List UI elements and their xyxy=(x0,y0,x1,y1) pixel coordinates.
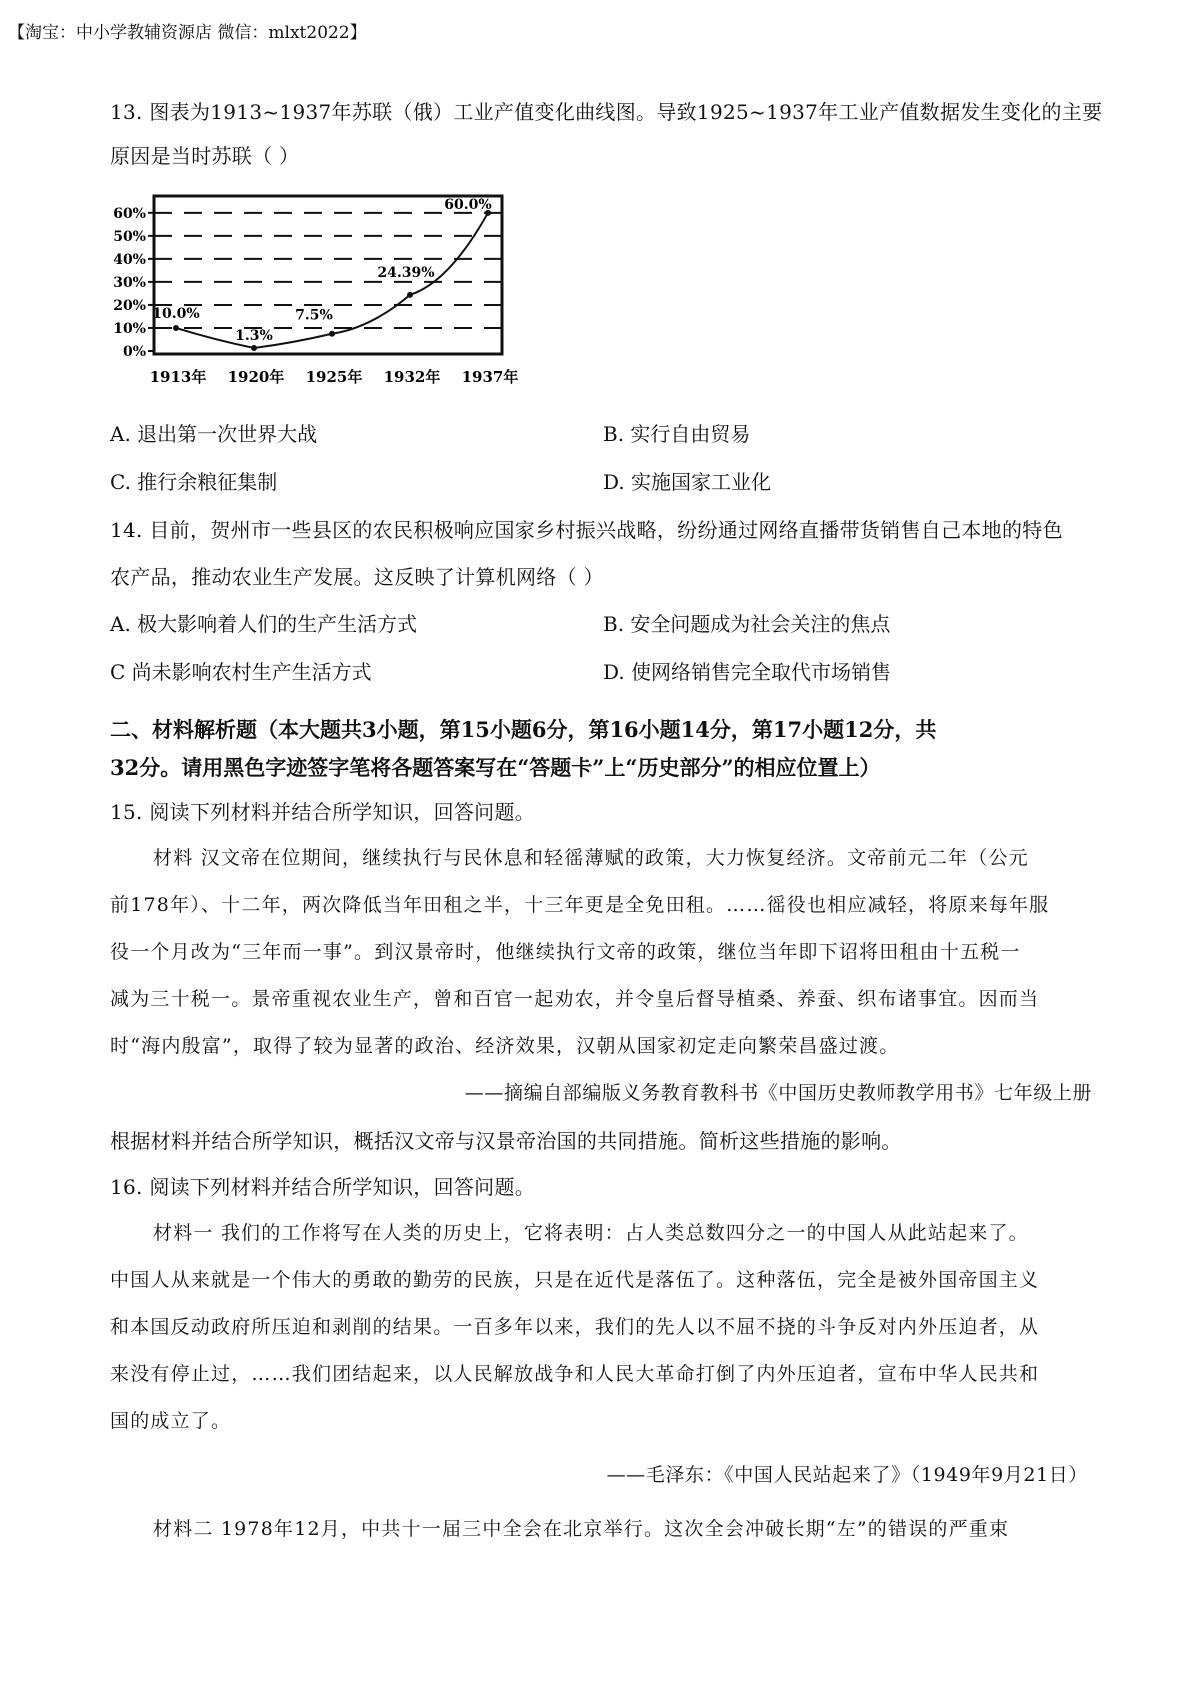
q15-material-line1: 材料 汉文帝在位期间，继续执行与民休息和轻徭薄赋的政策，大力恢复经济。文帝前元二年（公元 xyxy=(153,847,1029,869)
data-point xyxy=(251,345,257,351)
q13-option-a: A. 退出第一次世界大战 xyxy=(110,422,318,446)
q14-option-b: B. 安全问题成为社会关注的焦点 xyxy=(603,612,891,636)
q13-option-d: D. 实施国家工业化 xyxy=(603,470,772,494)
q13-option-b: B. 实行自由贸易 xyxy=(603,422,751,446)
x-tick-label: 1932年 xyxy=(383,368,441,386)
q15-material-line2: 前178年）、十二年，两次降低当年田租之半，十三年更是全免田租。……徭役也相应减轻，将原来每年服 xyxy=(110,894,1050,916)
q14-option-d: D. 使网络销售完全取代市场销售 xyxy=(603,660,892,684)
chart-frame xyxy=(154,196,502,354)
x-tick-label: 1920年 xyxy=(227,368,285,386)
q16-source: ——毛泽东：《中国人民站起来了》（1949年9月21日） xyxy=(606,1464,1088,1486)
x-tick-label: 1925年 xyxy=(305,368,363,386)
q16-material1-line1: 材料一 我们的工作将写在人类的历史上，它将表明：占人类总数四分之一的中国人从此站起来了。 xyxy=(153,1222,1029,1244)
data-label: 7.5% xyxy=(295,307,333,324)
data-point xyxy=(173,325,179,331)
y-tick-label: 20% xyxy=(113,297,146,314)
section2-heading-line1: 二、材料解析题（本大题共3小题，第15小题6分，第16小题14分，第17小题12分，共 xyxy=(110,717,937,742)
data-point xyxy=(329,331,335,337)
q15-intro: 15. 阅读下列材料并结合所学知识，回答问题。 xyxy=(110,800,536,824)
q15-material-line3: 役一个月改为“三年而一事”。到汉景帝时，他继续执行文帝的政策，继位当年即下诏将田租由十五税一 xyxy=(110,941,1021,963)
section2-heading-line2: 32分。请用黑色字迹签字笔将各题答案写在“答题卡”上“历史部分”的相应位置上） xyxy=(110,755,881,780)
x-tick-label: 1937年 xyxy=(461,368,519,386)
data-label: 24.39% xyxy=(377,264,435,281)
chart-y-ticks xyxy=(113,206,154,360)
data-label: 1.3% xyxy=(235,328,273,345)
q16-intro: 16. 阅读下列材料并结合所学知识，回答问题。 xyxy=(110,1175,536,1199)
q14-stem-line1: 14. 目前，贺州市一些县区的农民积极响应国家乡村振兴战略，纷纷通过网络直播带货销售自己本地的特色 xyxy=(110,518,1063,542)
x-tick-label: 1913年 xyxy=(149,368,207,386)
q14-option-c: C 尚未影响农村生产生活方式 xyxy=(110,660,372,684)
y-tick-label: 30% xyxy=(113,274,146,291)
page-header: 【淘宝：中小学教辅资源店 微信：mlxt2022】 xyxy=(8,23,367,43)
q15-material-line5: 时“海内殷富”，取得了较为显著的政治、经济效果，汉朝从国家初定走向繁荣昌盛过渡。 xyxy=(110,1035,900,1057)
q15-source: ——摘编自部编版义务教育教科书《中国历史教师教学用书》七年级上册 xyxy=(464,1082,1092,1104)
q16-material1-line3: 和本国反动政府所压迫和剥削的结果。一百多年以来，我们的先人以不屈不挠的斗争反对内外压迫者，从 xyxy=(110,1316,1040,1338)
y-tick-label: 0% xyxy=(122,344,146,360)
q13-option-c: C. 推行余粮征集制 xyxy=(110,470,278,494)
q16-material1-line4: 来没有停止过，……我们团结起来，以人民解放战争和人民大革命打倒了内外压迫者，宣布中华人民共和 xyxy=(110,1363,1040,1385)
y-tick-label: 50% xyxy=(113,228,146,245)
y-tick-label: 10% xyxy=(113,320,146,337)
data-label: 60.0% xyxy=(444,196,492,213)
q16-material1-line5: 国的成立了。 xyxy=(110,1410,232,1432)
q15-material-line4: 减为三十税一。景帝重视农业生产，曾和百官一起劝农，并令皇后督导植桑、养蚕、织布诸事宜。因而当 xyxy=(110,988,1040,1010)
chart-x-ticks xyxy=(150,368,519,386)
q13-stem-line2: 原因是当时苏联（ ） xyxy=(110,144,300,168)
q14-option-a: A. 极大影响着人们的生产生活方式 xyxy=(110,612,418,636)
chart-points xyxy=(173,210,491,351)
industrial-output-chart xyxy=(108,190,548,405)
q15-question: 根据材料并结合所学知识，概括汉文帝与汉景帝治国的共同措施。简析这些措施的影响。 xyxy=(110,1129,902,1153)
y-tick-label: 60% xyxy=(113,205,146,222)
data-label: 10.0% xyxy=(152,305,200,322)
q16-material1-line2: 中国人从来就是一个伟大的勇敢的勤劳的民族，只是在近代是落伍了。这种落伍，完全是被外国帝国主义 xyxy=(110,1269,1040,1291)
chart-data-labels xyxy=(152,197,491,344)
q13-stem-line1: 13. 图表为1913~1937年苏联（俄）工业产值变化曲线图。导致1925~1937年工业产值数据发生变化的主要 xyxy=(110,100,1103,124)
q16-material2-line1: 材料二 1978年12月，中共十一届三中全会在北京举行。这次全会冲破长期“左”的错误的严重束 xyxy=(153,1518,1010,1540)
q14-stem-line2: 农产品，推动农业生产发展。这反映了计算机网络（ ） xyxy=(110,565,604,589)
data-point xyxy=(407,292,413,298)
y-tick-label: 40% xyxy=(113,251,146,268)
